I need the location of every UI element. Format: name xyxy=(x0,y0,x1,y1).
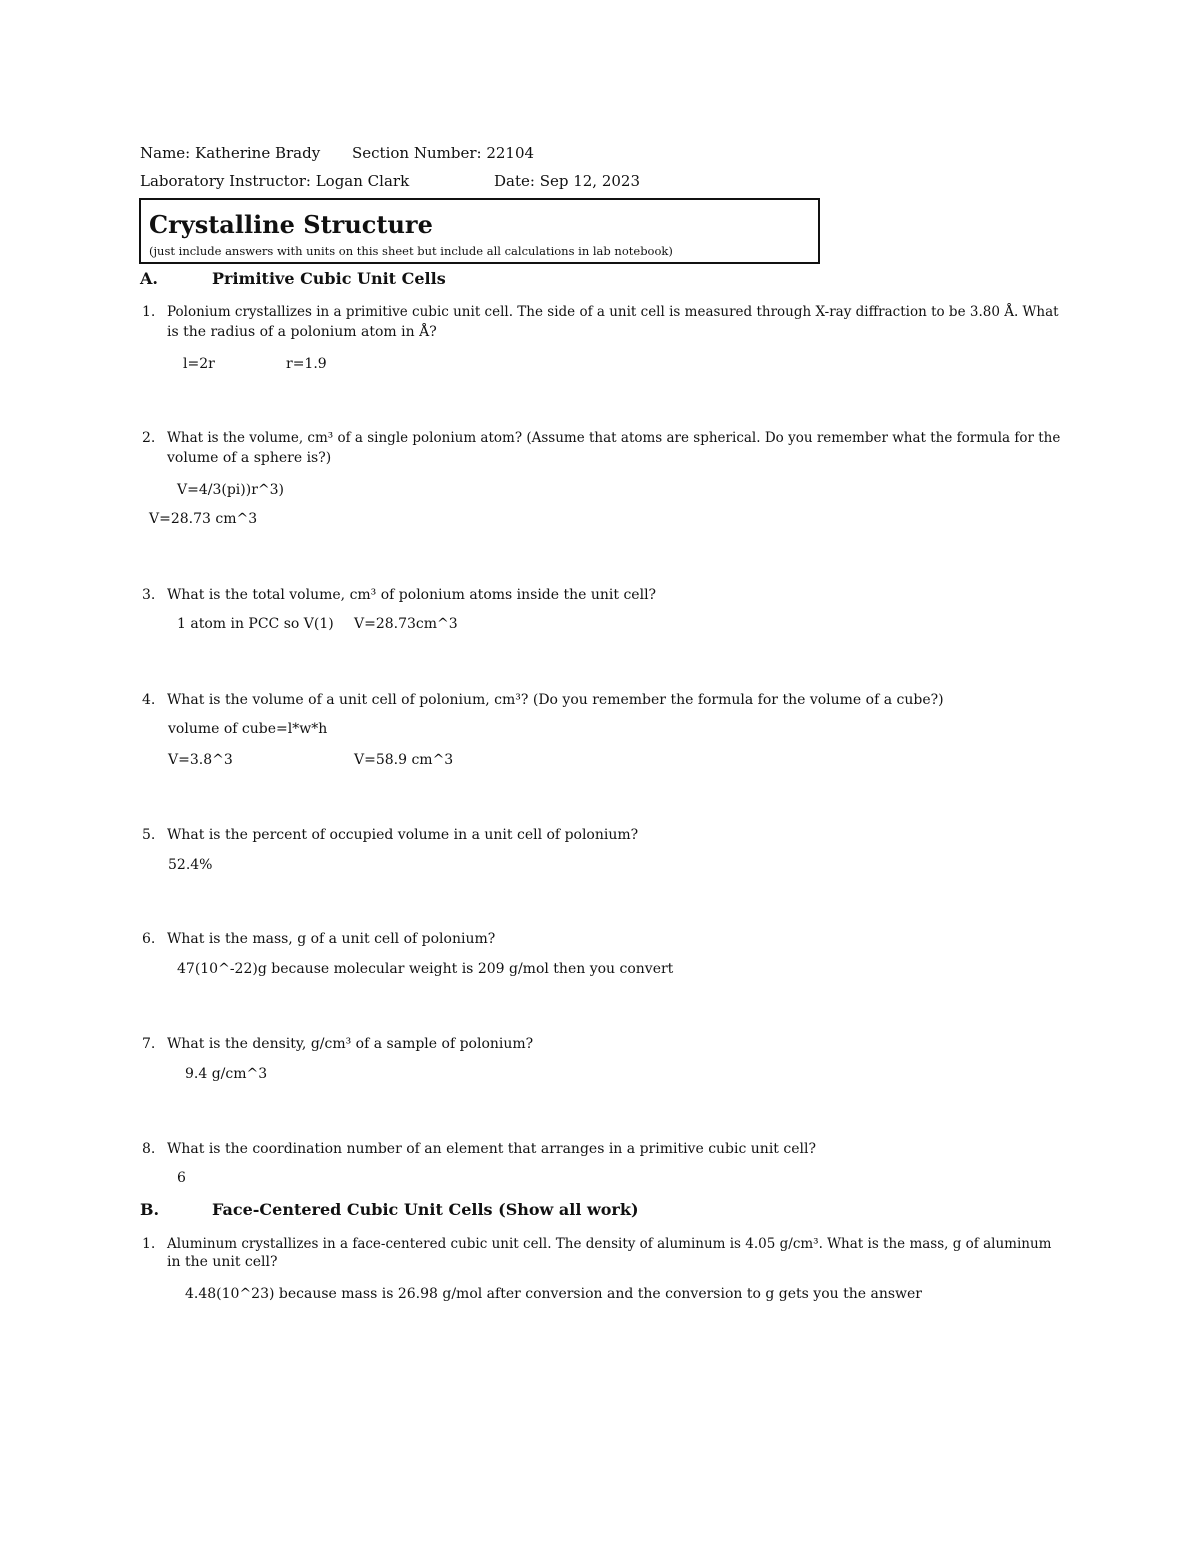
answer-text: V=28.73 cm^3 xyxy=(149,511,258,527)
question-number: 5. xyxy=(142,827,156,843)
answer-text: r=1.9 xyxy=(286,356,327,372)
question-line: What is the volume, cm³ of a single polonium atom? (Assume that atoms are spherical. Do you remember what the formula for the xyxy=(167,430,1061,446)
question-number: 4. xyxy=(142,692,156,708)
answer-text: V=4/3(pi))r^3) xyxy=(177,482,284,498)
question-text xyxy=(167,1236,1067,1270)
question-number: 6. xyxy=(142,931,156,947)
answer-text: 52.4% xyxy=(168,857,213,873)
page-title: Crystalline Structure xyxy=(149,210,433,239)
answer-text: 47(10^-22)g because molecular weight is 209 g/mol then you convert xyxy=(177,961,674,977)
question-number: 3. xyxy=(142,587,156,603)
question-line: in the unit cell? xyxy=(167,1254,278,1270)
answer-text: volume of cube=l*w*h xyxy=(168,721,328,737)
question-text: What is the density, g/cm³ of a sample of polonium? xyxy=(167,1036,534,1052)
question-line: Aluminum crystallizes in a face-centered cubic unit cell. The density of aluminum is 4.05 g/cm³. What is the mass, g of aluminum xyxy=(167,1236,1052,1252)
student-name: Name: Katherine Brady xyxy=(140,144,321,162)
answer-text: 6 xyxy=(177,1170,186,1186)
answer-text: 1 atom in PCC so V(1) xyxy=(177,616,334,632)
question-number: 1. xyxy=(142,1236,156,1252)
question-line: is the radius of a polonium atom in Å? xyxy=(167,324,437,340)
answer-text: V=28.73cm^3 xyxy=(354,616,458,632)
question-number: 1. xyxy=(142,304,156,320)
question-text: What is the percent of occupied volume in a unit cell of polonium? xyxy=(167,827,639,843)
page-subtitle: (just include answers with units on this sheet but include all calculations in lab notebook) xyxy=(149,244,673,258)
answer-text: 9.4 g/cm^3 xyxy=(185,1066,268,1082)
section-b-heading: Face-Centered Cubic Unit Cells (Show all work) xyxy=(212,1200,639,1219)
question-text: What is the volume of a unit cell of polonium, cm³? (Do you remember the formula for the volume of a cube?) xyxy=(167,692,944,708)
answer-text: 4.48(10^23) because mass is 26.98 g/mol after conversion and the conversion to g gets you the answer xyxy=(185,1286,922,1302)
question-text: What is the total volume, cm³ of polonium atoms inside the unit cell? xyxy=(167,587,657,603)
question-number: 7. xyxy=(142,1036,156,1052)
section-number: Section Number: 22104 xyxy=(352,144,535,162)
question-number: 2. xyxy=(142,430,156,446)
answer-text: l=2r xyxy=(183,356,215,372)
section-a-heading: Primitive Cubic Unit Cells xyxy=(212,269,446,288)
question-text xyxy=(167,430,1067,466)
title-box xyxy=(139,198,820,264)
question-text xyxy=(167,304,1067,340)
question-text: What is the mass, g of a unit cell of polonium? xyxy=(167,931,496,947)
section-a-letter: A. xyxy=(140,269,158,288)
question-line: volume of a sphere is?) xyxy=(167,450,332,466)
date: Date: Sep 12, 2023 xyxy=(494,172,641,190)
lab-instructor: Laboratory Instructor: Logan Clark xyxy=(140,172,410,190)
question-text: What is the coordination number of an element that arranges in a primitive cubic unit cell? xyxy=(167,1141,816,1157)
question-line: Polonium crystallizes in a primitive cubic unit cell. The side of a unit cell is measured through X-ray diffraction to be 3.80 Å. What xyxy=(167,304,1059,320)
answer-text: V=58.9 cm^3 xyxy=(354,752,454,768)
answer-text: V=3.8^3 xyxy=(168,752,233,768)
section-b-letter: B. xyxy=(140,1200,160,1219)
question-number: 8. xyxy=(142,1141,156,1157)
